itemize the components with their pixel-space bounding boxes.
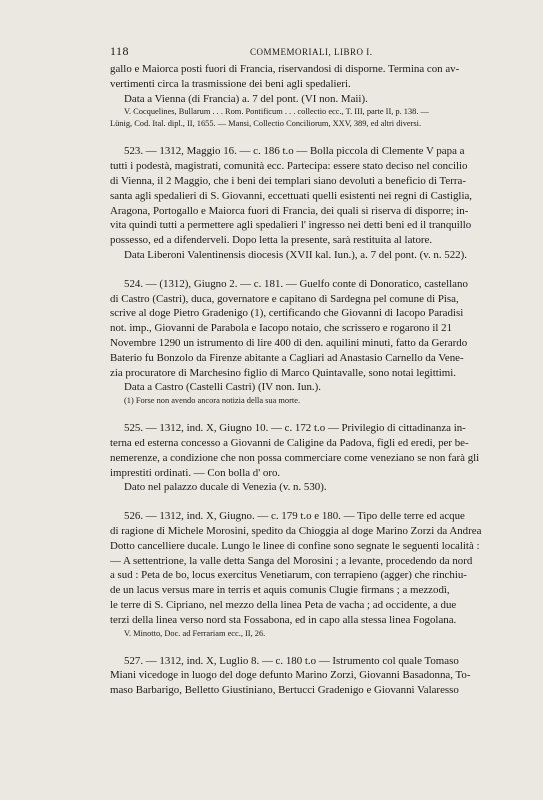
entry-heading-line: 523. — 1312, Maggio 16. — c. 186 t.o — Bolla piccola di Clemente V papa a (124, 145, 465, 158)
text-line: vita quindi tutti a permettere agli spedalieri l' ingresso nei detti beni ed il tranquillo (110, 219, 472, 232)
reference-line: V. Cocquelines, Bullarum . . . Rom. Pontificum . . . collectio ecc., T. III, parte II, p. 138. — (124, 107, 429, 117)
text-line: le terre di S. Cipriano, nel mezzo della linea Peta de vacha ; ad occidente, a due (110, 598, 457, 611)
text-line: a sud : Peta de bo, locus exercitus Venetiarum, con terrapieno (agger) che rinchiu- (110, 569, 467, 582)
text-line: nemerenze, a condizione che non possa commerciare come veneziano se non farà gli (110, 451, 480, 464)
entry-523 (110, 144, 502, 262)
text-line: vertimenti circa la trasmissione dei beni agli spedalieri. (110, 77, 351, 90)
reference-line: V. Minotto, Doc. ad Ferrariam ecc., II, 26. (124, 628, 266, 638)
text-line: gallo e Maiorca posti fuori di Francia, riservandosi di disporne. Termina con av- (110, 63, 460, 75)
text-line: de un lacus versus mare in terris et aquis comunis Clugie firmans ; a mezzodì, (110, 584, 450, 597)
page-number: 118 (110, 44, 130, 58)
text-line: Aragona, Portogallo e Maiorca fuori di Francia, dei quali si riserva di disporre; in- (110, 204, 469, 217)
text-line: not. imp., Giovanni de Parabola e Iacopo notaio, che scrissero e rogarono il 21 (110, 322, 453, 335)
entry-heading-line: 524. — (1312), Giugno 2. — c. 181. — Guelfo conte di Donoratico, castellano (124, 277, 468, 290)
entry-522-continuation (110, 62, 502, 130)
text-line: Miani vicedoge in luogo del doge defunto Marino Zorzi, Giovanni Basadonna, To- (110, 669, 471, 682)
text-line: scrive al doge Pietro Gradenigo (1), certificando che Giovanni di Iacopo Paradisi (110, 307, 464, 320)
entry-heading-line: 526. — 1312, ind. X, Giugno. — c. 179 t.o e 180. — Tipo delle terre ed acque (124, 510, 465, 523)
text-line: di ragione di Michele Morosini, spedito da Chioggia al doge Marino Zorzi da Andrea (110, 524, 482, 537)
text-line: imprestiti ordinati. — Con bolla d' oro. (110, 466, 281, 479)
dating-line: Data Liberoni Valentinensis diocesis (XVII kal. Iun.), a. 7 del pont. (v. n. 522). (124, 248, 467, 261)
dating-line: Dato nel palazzo ducale di Venezia (v. n. 530). (124, 481, 327, 494)
text-line: maso Barbarigo, Belletto Giustiniano, Bertucci Gradenigo e Giovanni Valaresso (110, 684, 459, 697)
dating-line: Data a Castro (Castelli Castri) (IV non. Iun.). (124, 381, 321, 394)
page-header (110, 44, 502, 62)
entry-heading-line: 527. — 1312, ind. X, Luglio 8. — c. 180 t.o — Istrumento col quale Tomaso (124, 654, 459, 667)
text-line: Novembre 1290 un istrumento di lire 400 di den. aquilini minuti, fatto da Gerardo (110, 336, 468, 349)
entry-heading-line: 525. — 1312, ind. X, Giugno 10. — c. 172 t.o — Privilegio di cittadinanza in- (124, 422, 466, 435)
text-line: — A settentrione, la valle detta Sanga del Morosini ; a levante, procedendo da nord (110, 554, 473, 567)
page-content (110, 44, 502, 698)
running-head: COMMEMORIALI, LIBRO I. (250, 47, 373, 57)
text-line: tutti i podestà, magistrati, comunità ecc. Partecipa: essere stato deciso nel concilio (110, 160, 468, 173)
dating-line: Data a Vienna (di Francia) a. 7 del pont. (VI non. Maii). (124, 92, 368, 105)
entry-524 (110, 277, 502, 407)
entry-526 (110, 509, 502, 639)
text-line: Dotto cancelliere ducale. Lungo le linee di confine sono segnate le seguenti località : (110, 539, 480, 552)
text-line: santa agli spedalieri di S. Giovanni, eccettuati quelli esistenti nei regni di Castiglia, (110, 189, 473, 202)
text-line: terzi della linea verso nord sta Fossabona, ed in capo alla stessa linea Fogolana. (110, 613, 457, 626)
text-line: di Castro (Castri), duca, governatore e capitano di Sardegna pel comune di Pisa, (110, 292, 459, 305)
text-line: possesso, ed a difenderveli. Dopo letta la presente, sarà restituita al latore. (110, 234, 433, 247)
entry-527 (110, 654, 502, 698)
entry-525 (110, 421, 502, 495)
text-line: zia procuratore di Marchesino figlio di Marco Quintavalle, sono notai legittimi. (110, 366, 456, 379)
text-line: terna ed esterna concesso a Giovanni de Caligine da Padova, figli ed eredi, per be- (110, 436, 469, 449)
footnote: (1) Forse non avendo ancora notizia della sua morte. (124, 396, 301, 406)
reference-line: Lünig, Cod. Ital. dipl., II, 1655. — Mansi, Collectio Conciliorum, XXV, 389, ed altri diversi. (110, 119, 422, 129)
text-line: Baterio fu Bonzolo da Firenze abitante a Cagliari ad Anastasio Carnello da Vene- (110, 351, 464, 364)
text-line: di Vienna, il 2 Maggio, che i beni dei templari siano devoluti a beneficio di Terra- (110, 174, 466, 187)
